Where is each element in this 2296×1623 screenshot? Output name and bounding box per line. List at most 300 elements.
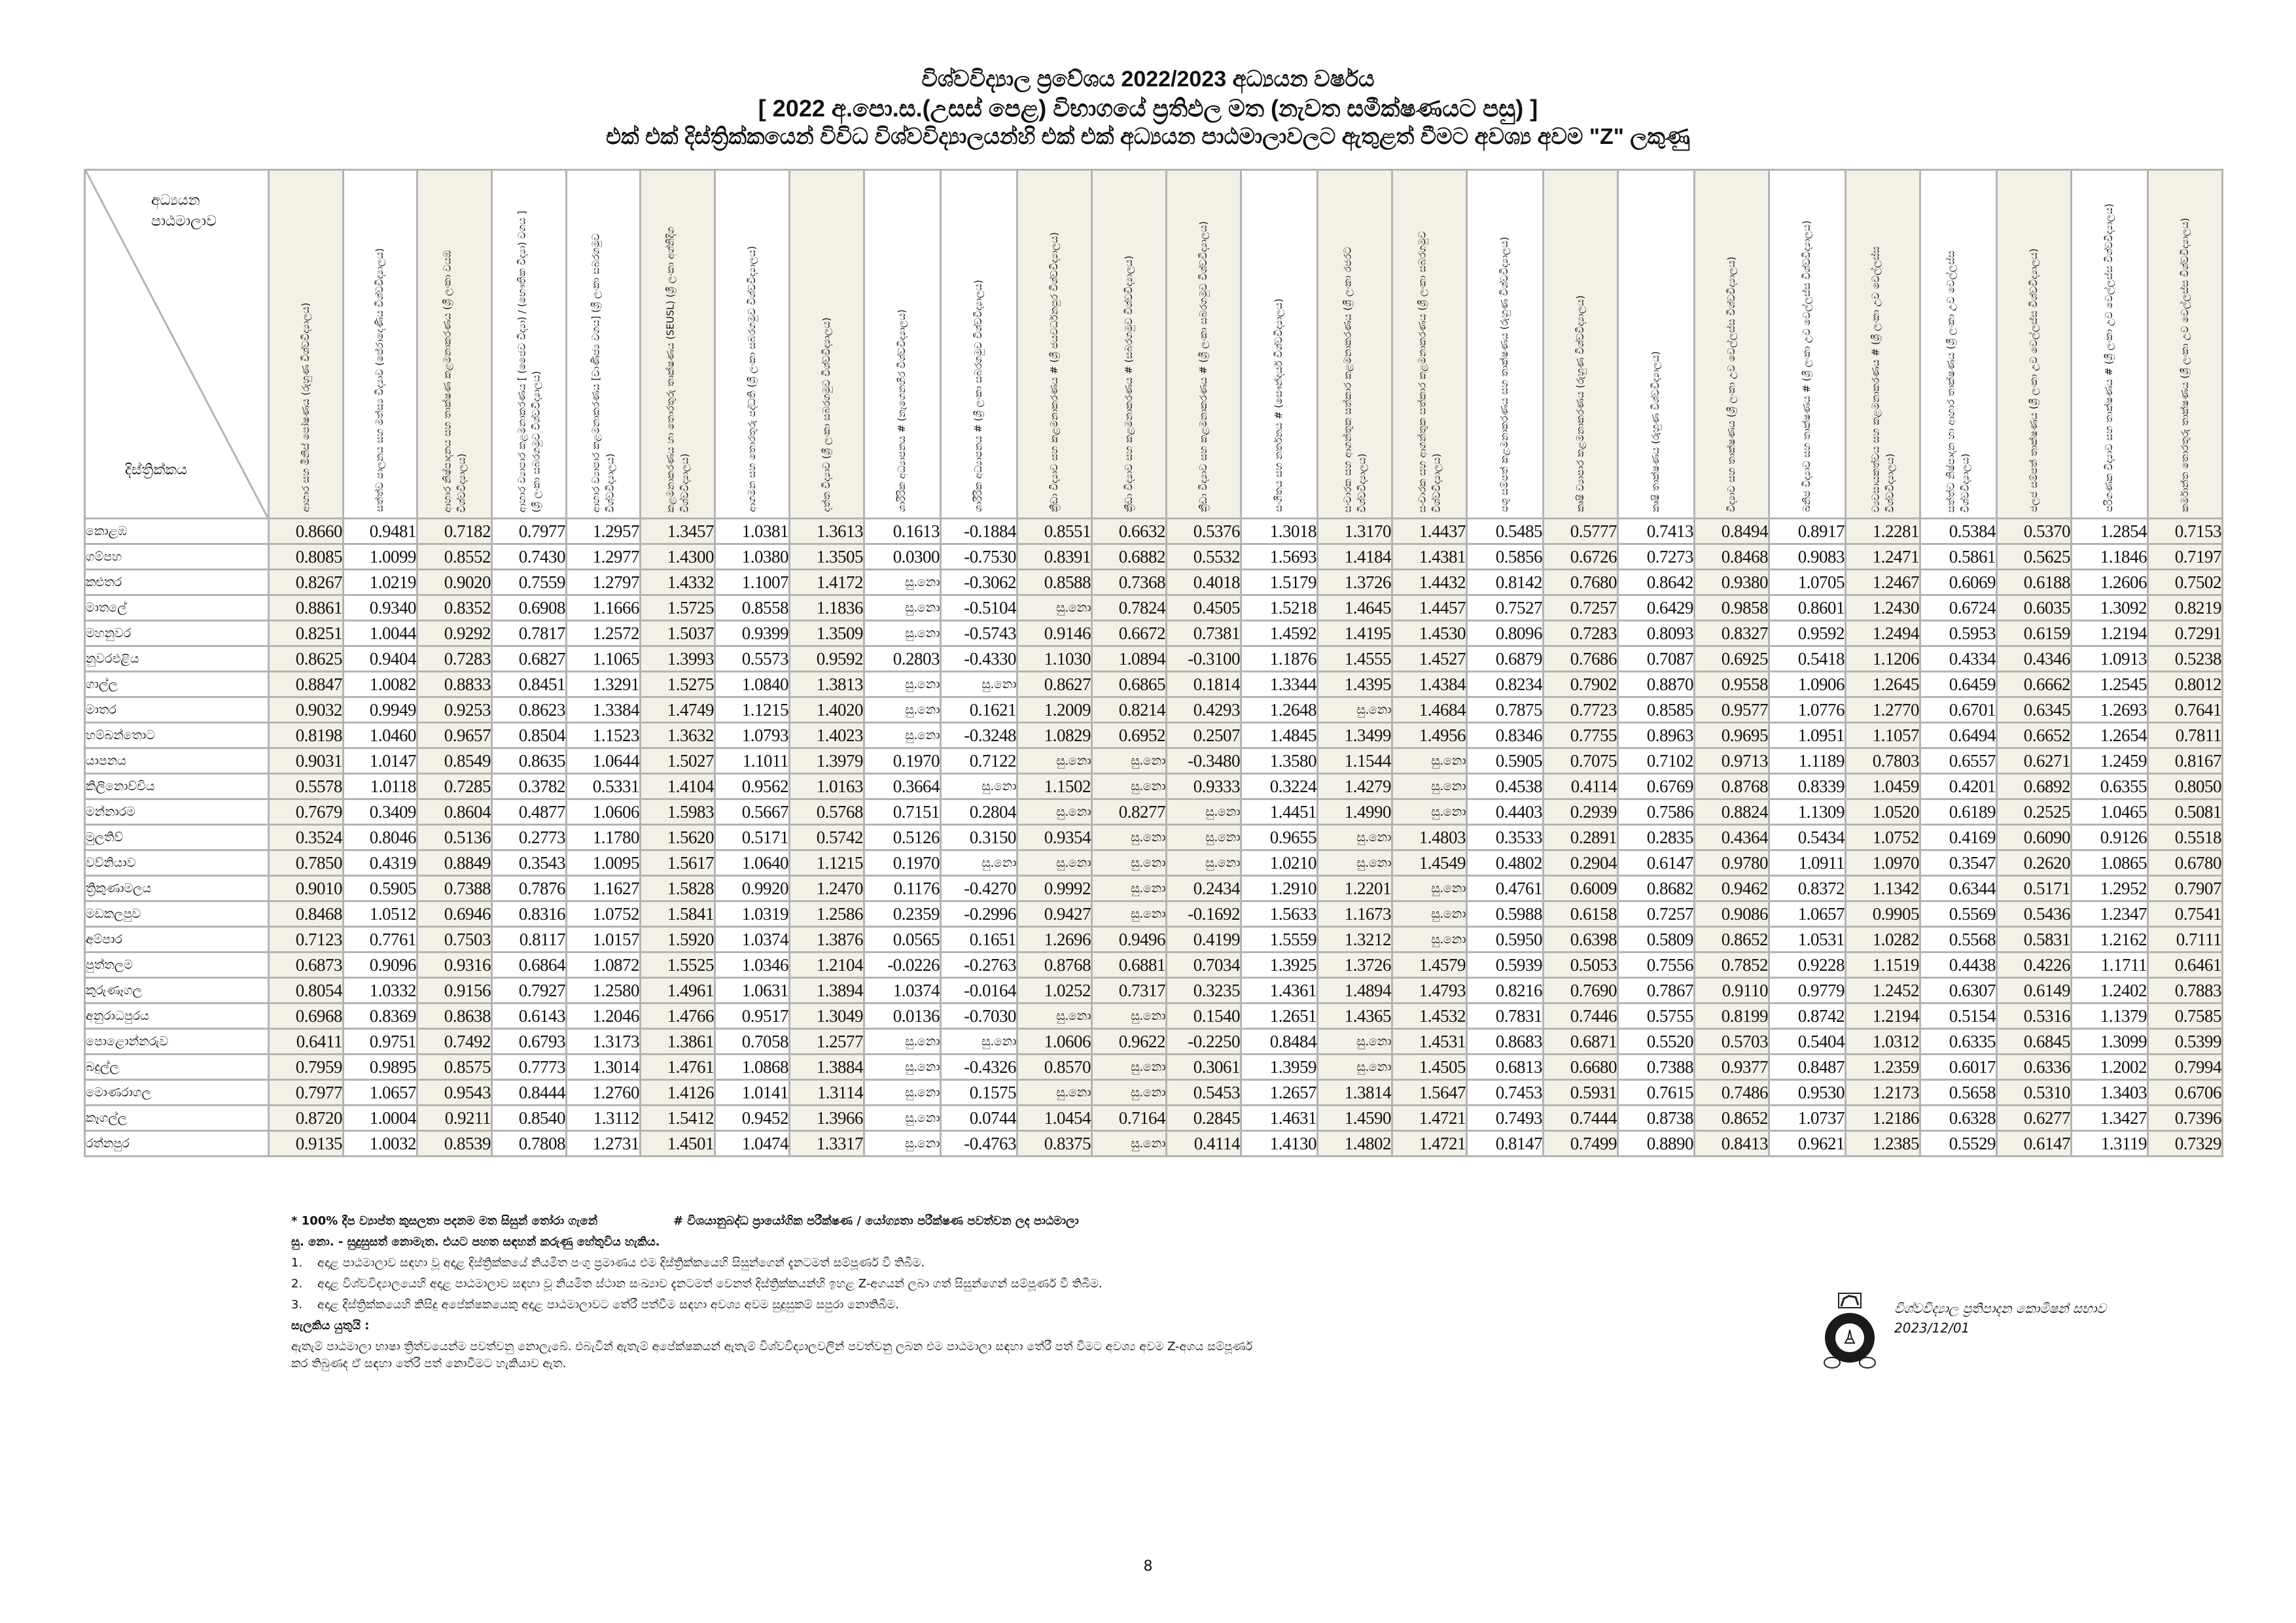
z-score-cell: 0.7527 <box>1467 595 1544 621</box>
z-score-cell: 1.4279 <box>1318 774 1392 799</box>
column-header-label: ශාරීරික අධ්‍යාපනය # (ශ්‍රී ලංකා සබරගමුව විශ්වවිද්‍යාලය) <box>972 279 985 512</box>
z-score-cell: 0.8575 <box>417 1055 492 1080</box>
z-score-cell: 1.0157 <box>567 927 641 952</box>
z-score-cell: 0.6149 <box>1997 978 2072 1003</box>
z-score-cell: 1.0374 <box>864 978 941 1003</box>
z-score-cell: 0.8167 <box>2148 748 2223 774</box>
z-score-cell: -0.0164 <box>941 978 1017 1003</box>
z-score-cell: සු.නො <box>1092 825 1167 850</box>
z-score-cell: 1.1627 <box>567 876 641 901</box>
z-score-cell: 1.5633 <box>1241 901 1318 927</box>
column-header-label: පරිගණක විද්‍යාව සහ තාක්ෂණය # (ශ්‍රී ලංකා උව වෙල්ලස්ස විශ්වවිද්‍යාලය) <box>2103 203 2115 512</box>
table-row <box>85 799 2223 825</box>
z-score-cell: 1.5920 <box>641 927 715 952</box>
z-score-cell: 0.3543 <box>492 850 567 876</box>
z-score-cell: 0.5126 <box>864 825 941 850</box>
z-score-cell: 0.7875 <box>1467 697 1544 723</box>
legend-row <box>291 1215 1252 1227</box>
z-score-cell: 0.8638 <box>417 1003 492 1029</box>
z-score-cell: සු.නො <box>1092 876 1167 901</box>
column-header-label: ශාරීරික අධ්‍යාපනය # (නැගෙනහිර විශ්වවිද්‍යාලය) <box>896 309 908 512</box>
z-score-cell: 1.4432 <box>1392 570 1467 595</box>
z-score-cell: 0.2835 <box>1618 825 1695 850</box>
z-score-cell: 1.1189 <box>1769 748 1846 774</box>
z-score-cell: 0.8468 <box>269 901 344 927</box>
z-score-cell: 0.7444 <box>1544 1106 1618 1131</box>
z-score-cell: 0.5532 <box>1167 544 1241 570</box>
column-header-label: ඛනිජ විද්‍යාව සහ තාක්ෂණය # (ශ්‍රී ලංකා උව වෙල්ලස්ස විශ්වවිද්‍යාලය) <box>1801 220 1813 512</box>
z-score-cell: 1.4549 <box>1392 850 1467 876</box>
z-score-cell: 0.9558 <box>1695 672 1769 697</box>
z-score-cell: 0.4802 <box>1467 850 1544 876</box>
z-score-cell: 0.7615 <box>1618 1080 1695 1106</box>
z-score-cell: සු.නො <box>1318 1055 1392 1080</box>
z-score-cell: 1.5027 <box>641 748 715 774</box>
z-score-cell: 1.5617 <box>641 850 715 876</box>
z-score-cell: 0.6271 <box>1997 748 2072 774</box>
z-score-cell: 1.0095 <box>567 850 641 876</box>
z-score-cell: -0.4326 <box>941 1055 1017 1080</box>
z-score-cell: 0.6882 <box>1092 544 1167 570</box>
z-score-cell: 0.5755 <box>1618 1003 1695 1029</box>
district-name: හම්බන්තොට <box>85 723 269 748</box>
z-score-cell: සු.නො <box>864 1131 941 1157</box>
z-score-cell: 1.2186 <box>1846 1106 1920 1131</box>
z-score-cell: 0.6335 <box>1920 1029 1997 1055</box>
z-score-cell: 0.3150 <box>941 825 1017 850</box>
column-header-label: ක්‍රීඩා විද්‍යාව සහ කළමනාකරණය # (සබරගමුව විශ්වවිද්‍යාලය) <box>1122 256 1135 512</box>
z-score-cell: 0.6461 <box>2148 952 2223 978</box>
z-score-cell: 1.4845 <box>1241 723 1318 748</box>
z-score-cell: 0.8551 <box>1017 519 1092 544</box>
z-score-cell: 1.4766 <box>641 1003 715 1029</box>
z-score-cell: 1.4530 <box>1392 621 1467 646</box>
z-score-cell: 1.2470 <box>790 876 864 901</box>
z-score-cell: 0.4877 <box>492 799 567 825</box>
z-score-cell: 0.6143 <box>492 1003 567 1029</box>
z-score-cell: 0.7151 <box>864 799 941 825</box>
z-score-cell: 1.4505 <box>1392 1055 1467 1080</box>
z-score-cell: 0.5905 <box>1467 748 1544 774</box>
z-score-cell: 0.9292 <box>417 621 492 646</box>
z-score-cell: 0.5310 <box>1997 1080 2072 1106</box>
z-score-cell: 0.6946 <box>417 901 492 927</box>
z-score-cell: 1.3049 <box>790 1003 864 1029</box>
z-score-cell: 1.3925 <box>1241 952 1318 978</box>
z-score-cell: 1.0705 <box>1769 570 1846 595</box>
z-score-cell: 1.0631 <box>715 978 790 1003</box>
z-score-cell: 0.2434 <box>1167 876 1241 901</box>
z-score-cell: 0.8539 <box>417 1131 492 1157</box>
z-score-cell: 0.6864 <box>492 952 567 978</box>
z-score-cell: 0.3409 <box>344 799 417 825</box>
table-row <box>85 646 2223 672</box>
z-score-cell: සු.නො <box>1318 850 1392 876</box>
title-line-3: එක් එක් දිස්ත්‍රික්කයෙන් විවිධ විශ්වවිද්‍යාලයන්හි එක් එක් අධ්‍යයන පාඨමාලාවලට ඇතුළත් වීමට අවශ්‍ය අවම "Z" ලකුණු <box>605 124 1691 149</box>
z-score-cell: 0.9340 <box>344 595 417 621</box>
z-score-cell: 1.2194 <box>1846 1003 1920 1029</box>
z-score-cell: 0.5453 <box>1167 1080 1241 1106</box>
z-score-cell: සු.නො <box>1392 927 1467 952</box>
z-score-cell: 0.8339 <box>1769 774 1846 799</box>
district-name: අනුරාධපුරය <box>85 1003 269 1029</box>
z-score-cell: -0.3248 <box>941 723 1017 748</box>
z-score-cell: 0.4114 <box>1167 1131 1241 1157</box>
z-score-cell: 1.1876 <box>1241 646 1318 672</box>
z-score-cell: -0.3062 <box>941 570 1017 595</box>
table-row <box>85 595 2223 621</box>
z-score-cell: 0.9562 <box>715 774 790 799</box>
z-score-cell: 0.8682 <box>1618 876 1695 901</box>
z-score-cell: 1.5275 <box>641 672 715 697</box>
z-score-cell: 1.3291 <box>567 672 641 697</box>
column-header <box>1695 170 1769 519</box>
z-score-cell: 1.5525 <box>641 952 715 978</box>
table-row <box>85 1055 2223 1080</box>
z-score-cell: 0.6336 <box>1997 1055 2072 1080</box>
z-score-cell: 0.9858 <box>1695 595 1769 621</box>
z-score-cell: 0.6459 <box>1920 672 1997 697</box>
title-line-2: [ 2022 අ.පො.ස.(උසස් පෙළ) විභාගයේ ප්‍රතිඵල මත (නැවත සමීක්ෂණයට පසු) ] <box>758 94 1538 122</box>
z-score-cell: 0.6147 <box>1618 850 1695 876</box>
column-header-label: කළමනාකරණය හා තොරතුරු තාක්ෂණය (SEUSL) (ශ්‍රී ලංකා අග්නිදිග විශ්වවිද්‍යාලය) <box>663 226 690 512</box>
z-score-cell: 1.0082 <box>344 672 417 697</box>
z-score-cell: සු.නො <box>1092 1003 1167 1029</box>
z-score-cell: 1.2952 <box>2072 876 2148 901</box>
z-score-cell: 0.9083 <box>1769 544 1846 570</box>
z-score-cell: 1.4195 <box>1318 621 1392 646</box>
z-score-cell: 1.0099 <box>344 544 417 570</box>
district-name: වව්නියාව <box>85 850 269 876</box>
column-header-label: සත්ත්ව නිෂ්පාදන හා ආහාර තාක්ෂණය (ශ්‍රී ලංකා උව වෙල්ලස්ස විශ්වවිද්‍යාලය) <box>1945 250 1971 512</box>
z-score-cell: 0.9156 <box>417 978 492 1003</box>
column-header <box>641 170 715 519</box>
z-score-cell: 1.0141 <box>715 1080 790 1106</box>
z-score-cell: 1.3173 <box>567 1029 641 1055</box>
z-score-cell: 0.7493 <box>1467 1106 1544 1131</box>
z-score-cell: 0.9905 <box>1846 901 1920 927</box>
z-score-cell: 0.8216 <box>1467 978 1544 1003</box>
z-score-cell: 1.2910 <box>1241 876 1318 901</box>
z-score-cell: 0.5578 <box>269 774 344 799</box>
z-score-cell: සු.නො <box>1392 799 1467 825</box>
z-score-cell: 1.2854 <box>2072 519 2148 544</box>
z-score-cell: 0.8623 <box>492 697 567 723</box>
z-score-cell: 0.6035 <box>1997 595 2072 621</box>
z-score-cell: 0.5953 <box>1920 621 1997 646</box>
z-score-cell: -0.2763 <box>941 952 1017 978</box>
z-score-cell: 1.1836 <box>790 595 864 621</box>
z-score-cell: 0.6158 <box>1544 901 1618 927</box>
z-score-cell: 1.0460 <box>344 723 417 748</box>
z-score-cell: සු.නො <box>864 595 941 621</box>
corner-course-label-line1: අධ්‍යයන <box>151 192 200 209</box>
table-row <box>85 748 2223 774</box>
z-score-cell: 1.3509 <box>790 621 864 646</box>
z-score-cell: 0.8847 <box>269 672 344 697</box>
district-name: මාතර <box>85 697 269 723</box>
z-score-cell: 1.4555 <box>1318 646 1392 672</box>
z-score-cell: 0.8277 <box>1092 799 1167 825</box>
z-score-cell: 0.8142 <box>1467 570 1544 595</box>
z-score-cell: 0.9427 <box>1017 901 1092 927</box>
z-score-cell: 1.2452 <box>1846 978 1920 1003</box>
z-score-cell: 1.1342 <box>1846 876 1920 901</box>
z-score-cell: 0.7803 <box>1846 748 1920 774</box>
z-score-cell: 0.9135 <box>269 1131 344 1157</box>
table-row <box>85 621 2223 646</box>
z-score-cell: 0.6793 <box>492 1029 567 1055</box>
z-score-cell: 0.7927 <box>492 978 567 1003</box>
z-score-cell: 1.0210 <box>1241 850 1318 876</box>
z-score-cell: 0.7087 <box>1618 646 1695 672</box>
z-score-cell: 0.7283 <box>417 646 492 672</box>
column-header-label: කෘෂි තාක්ෂණය (රුහුණ විශ්වවිද්‍යාලය) <box>1650 351 1662 512</box>
z-score-cell: 0.8601 <box>1769 595 1846 621</box>
z-score-cell: 1.2572 <box>567 621 641 646</box>
z-score-cell: 1.2162 <box>2072 927 2148 952</box>
z-score-cell: 1.0752 <box>567 901 641 927</box>
z-score-cell: 0.9228 <box>1769 952 1846 978</box>
z-score-cell: 0.9354 <box>1017 825 1092 850</box>
z-score-cell: 1.0282 <box>1846 927 1920 952</box>
table-row <box>85 570 2223 595</box>
column-header <box>567 170 641 519</box>
z-score-cell: 0.8327 <box>1695 621 1769 646</box>
z-score-cell: 0.8050 <box>2148 774 2223 799</box>
note-item-1 <box>291 1257 1252 1269</box>
z-score-cell: 0.8917 <box>1769 519 1846 544</box>
z-score-cell: 0.1540 <box>1167 1003 1241 1029</box>
corner-course-label <box>151 190 217 232</box>
z-score-cell: 0.5404 <box>1769 1029 1846 1055</box>
z-score-cell: -0.7030 <box>941 1003 1017 1029</box>
page-number: 8 <box>1143 1558 1153 1575</box>
z-score-cell: 0.7034 <box>1167 952 1241 978</box>
z-score-cell: 0.6557 <box>1920 748 1997 774</box>
z-score-cell: සු.නො <box>941 774 1017 799</box>
z-score-cell: 1.2281 <box>1846 519 1920 544</box>
z-score-cell: 0.7058 <box>715 1029 790 1055</box>
z-score-cell: 1.0657 <box>344 1080 417 1106</box>
z-score-cell: 0.7503 <box>417 927 492 952</box>
z-score-cell: 0.6925 <box>1695 646 1769 672</box>
z-score-cell: 0.8234 <box>1467 672 1544 697</box>
z-score-cell: 0.8625 <box>269 646 344 672</box>
z-score-cell: 0.7690 <box>1544 978 1618 1003</box>
column-header <box>715 170 790 519</box>
z-score-cell: 1.0512 <box>344 901 417 927</box>
z-score-cell: 1.0865 <box>2072 850 2148 876</box>
z-score-cell: 0.7291 <box>2148 621 2223 646</box>
corner-course-label-line2: පාඨමාලාව <box>151 213 217 230</box>
z-score-cell: 1.3112 <box>567 1106 641 1131</box>
z-score-cell: 0.7761 <box>344 927 417 952</box>
z-score-cell: 0.7977 <box>269 1080 344 1106</box>
z-score-cell: 0.9779 <box>1769 978 1846 1003</box>
z-score-cell: 0.6662 <box>1997 672 2072 697</box>
z-score-cell: -0.4763 <box>941 1131 1017 1157</box>
z-score-cell: 1.2430 <box>1846 595 1920 621</box>
district-name: මොණරාගල <box>85 1080 269 1106</box>
z-score-cell: 0.6188 <box>1997 570 2072 595</box>
z-score-cell: 0.0744 <box>941 1106 1017 1131</box>
z-score-cell: 1.0644 <box>567 748 641 774</box>
z-score-cell: 1.1215 <box>790 850 864 876</box>
z-score-cell: 1.3814 <box>1318 1080 1392 1106</box>
z-score-cell: 1.2606 <box>2072 570 2148 595</box>
z-score-cell: 1.3170 <box>1318 519 1392 544</box>
z-score-cell: 0.5667 <box>715 799 790 825</box>
z-score-cell: 1.4956 <box>1392 723 1467 748</box>
z-score-cell: 1.4802 <box>1318 1131 1392 1157</box>
z-score-cell: 0.8117 <box>492 927 567 952</box>
z-score-cell: 1.4579 <box>1392 952 1467 978</box>
z-score-cell: 0.8549 <box>417 748 492 774</box>
z-score-cell: 1.0906 <box>1769 672 1846 697</box>
z-score-cell: 0.8219 <box>2148 595 2223 621</box>
column-header <box>1392 170 1467 519</box>
z-score-cell: 1.4761 <box>641 1055 715 1080</box>
z-score-cell: 0.9316 <box>417 952 492 978</box>
z-score-cell: 0.8824 <box>1695 799 1769 825</box>
z-score-cell: 0.8570 <box>1017 1055 1092 1080</box>
z-score-cell: 0.9380 <box>1695 570 1769 595</box>
z-score-cell: 1.0332 <box>344 978 417 1003</box>
z-score-cell: 0.6652 <box>1997 723 2072 748</box>
z-score-cell: 0.6090 <box>1997 825 2072 850</box>
corner-district-label: දිස්ත්‍රික්කය <box>125 462 187 478</box>
z-score-cell: 1.5647 <box>1392 1080 1467 1106</box>
z-score-cell: 1.4020 <box>790 697 864 723</box>
z-score-cell: සු.නො <box>864 621 941 646</box>
z-score-cell: සු.නො <box>864 1080 941 1106</box>
z-score-cell: 1.3457 <box>641 519 715 544</box>
z-score-cell: 1.0872 <box>567 952 641 978</box>
z-score-cell: 0.6344 <box>1920 876 1997 901</box>
z-score-cell: 1.4592 <box>1241 621 1318 646</box>
column-header-label: සත්ත්ව පාලනය සහ මත්ස්‍ය විද්‍යාව (පේරාදෙණිය විශ්වවිද්‍යාලය) <box>374 248 386 512</box>
z-score-cell: 1.4501 <box>641 1131 715 1157</box>
z-score-cell: 0.4334 <box>1920 646 1997 672</box>
z-score-cell: 1.5983 <box>641 799 715 825</box>
z-score-cell: 0.5081 <box>2148 799 2223 825</box>
district-name: පොළොන්නරුව <box>85 1029 269 1055</box>
column-header-label: ක්‍රීඩා විද්‍යාව සහ කළමනාකරණය # (ශ්‍රී ජයවර්ධනපුර විශ්වවිද්‍යාලය) <box>1048 232 1060 512</box>
district-name: කළුතර <box>85 570 269 595</box>
note-item-3 <box>291 1299 1252 1311</box>
z-score-cell: 0.8468 <box>1695 544 1769 570</box>
column-header-label: සංචාරක සහ ආගන්තුක සත්කාර කළමනාකරණය (ශ්‍රී ලංකා රජරට විශ්වවිද්‍යාලය) <box>1341 246 1368 512</box>
z-score-cell: 0.5136 <box>417 825 492 850</box>
z-score-cell: 0.7817 <box>492 621 567 646</box>
z-score-cell: 0.5658 <box>1920 1080 1997 1106</box>
z-score-cell: 0.9032 <box>269 697 344 723</box>
z-score-cell: 1.4437 <box>1392 519 1467 544</box>
z-score-cell: 0.7075 <box>1544 748 1618 774</box>
z-score-cell: සු.නො <box>1092 748 1167 774</box>
z-score-cell: 1.1206 <box>1846 646 1920 672</box>
z-score-cell: 0.4538 <box>1467 774 1544 799</box>
z-score-cell: 0.9462 <box>1695 876 1769 901</box>
z-score-cell: 1.5725 <box>641 595 715 621</box>
column-header <box>1167 170 1241 519</box>
z-score-cell: 0.8199 <box>1695 1003 1769 1029</box>
z-score-cell: 1.3861 <box>641 1029 715 1055</box>
star-note: * 100% දීප ව්‍යාප්ත කුසලතා පදනම මත සිසුන් තෝරා ගැනේ <box>291 1214 598 1228</box>
z-score-cell: 0.6277 <box>1997 1106 2072 1131</box>
z-score-cell: 0.4319 <box>344 850 417 876</box>
z-score-cell: 0.8494 <box>1695 519 1769 544</box>
z-score-cell: 0.6672 <box>1092 621 1167 646</box>
z-score-cell: 0.8487 <box>1769 1055 1846 1080</box>
z-score-cell: 1.4721 <box>1392 1106 1467 1131</box>
z-score-cell: 0.6724 <box>1920 595 1997 621</box>
z-score-cell: 1.0911 <box>1769 850 1846 876</box>
z-score-cell: 0.8849 <box>417 850 492 876</box>
z-score-cell: 1.0752 <box>1846 825 1920 850</box>
z-score-cell: 0.9211 <box>417 1106 492 1131</box>
z-score-cell: 0.6827 <box>492 646 567 672</box>
z-score-cell: සු.නො <box>1017 850 1092 876</box>
z-score-cell: 0.5376 <box>1167 519 1241 544</box>
z-score-cell: 1.0737 <box>1769 1106 1846 1131</box>
z-score-cell: 0.2507 <box>1167 723 1241 748</box>
z-score-cell: 0.7102 <box>1618 748 1695 774</box>
district-name: පුත්තලම <box>85 952 269 978</box>
signature-date: 2023/12/01 <box>1894 1320 1970 1336</box>
z-score-cell: 1.2760 <box>567 1080 641 1106</box>
z-score-cell: 0.0565 <box>864 927 941 952</box>
z-score-cell: සු.නො <box>1392 774 1467 799</box>
z-score-cell: 0.5520 <box>1618 1029 1695 1055</box>
z-score-cell: 1.4590 <box>1318 1106 1392 1131</box>
z-score-cell: 1.4645 <box>1318 595 1392 621</box>
z-score-cell: 0.5171 <box>1997 876 2072 901</box>
z-score-cell: සු.නො <box>1318 825 1392 850</box>
z-score-cell: 1.2957 <box>567 519 641 544</box>
z-score-cell: 1.3499 <box>1318 723 1392 748</box>
z-score-cell: 1.0459 <box>1846 774 1920 799</box>
z-score-cell: 1.5620 <box>641 825 715 850</box>
z-score-cell: 1.0840 <box>715 672 790 697</box>
z-score-cell: 1.1711 <box>2072 952 2148 978</box>
z-score-cell: 1.3726 <box>1318 570 1392 595</box>
z-score-cell: 1.1523 <box>567 723 641 748</box>
z-score-cell: 1.2046 <box>567 1003 641 1029</box>
z-score-cell: 0.4364 <box>1695 825 1769 850</box>
z-score-cell: 0.5573 <box>715 646 790 672</box>
z-score-cell: 1.1519 <box>1846 952 1920 978</box>
z-score-cell: 1.3099 <box>2072 1029 2148 1055</box>
z-score-cell: 1.0032 <box>344 1131 417 1157</box>
table-row <box>85 1029 2223 1055</box>
z-score-cell: 1.2194 <box>2072 621 2148 646</box>
z-score-cell: 0.9481 <box>344 519 417 544</box>
z-score-cell: 0.5171 <box>715 825 790 850</box>
z-score-cell: 0.4201 <box>1920 774 1997 799</box>
z-score-cell: 0.8861 <box>269 595 344 621</box>
z-score-cell: 0.7977 <box>492 519 567 544</box>
z-score-cell: සු.නො <box>1092 901 1167 927</box>
z-score-cell: -0.4270 <box>941 876 1017 901</box>
z-score-cell: 0.6345 <box>1997 697 2072 723</box>
z-score-cell: 0.4346 <box>1997 646 2072 672</box>
column-header <box>1241 170 1318 519</box>
z-score-cell: සු.නො <box>941 1029 1017 1055</box>
z-score-cell: 0.1613 <box>864 519 941 544</box>
z-score-cell: 1.4361 <box>1241 978 1318 1003</box>
